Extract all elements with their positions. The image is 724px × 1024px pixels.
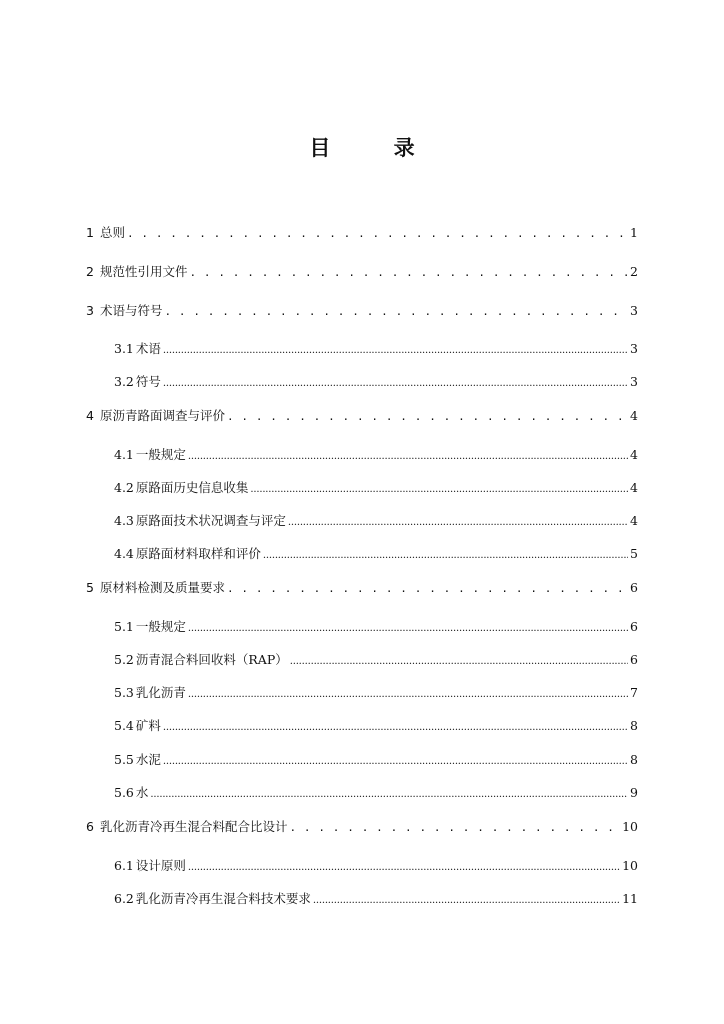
toc-title: 乳化沥青 <box>135 685 186 700</box>
toc-title: 术语 <box>135 341 161 356</box>
toc-entry-4-2[interactable] <box>114 478 638 498</box>
toc-title: 水 <box>135 785 149 800</box>
toc-entry-6-2[interactable] <box>114 889 638 909</box>
toc-number: 4.1 <box>114 447 134 462</box>
toc-number: 6.2 <box>114 891 134 906</box>
toc-number: 5.1 <box>114 619 134 634</box>
page-title: 目 录 <box>309 136 443 160</box>
toc-page-number: 8 <box>630 718 638 733</box>
dot-leader <box>163 716 628 738</box>
toc-title: 乳化沥青冷再生混合料技术要求 <box>135 891 311 906</box>
dot-leader <box>188 617 628 639</box>
toc-title: 乳化沥青冷再生混合料配合比设计 <box>99 819 288 834</box>
toc-number: 4.4 <box>114 546 134 561</box>
toc-page-number: 7 <box>630 685 638 700</box>
toc-entry-2[interactable] <box>86 262 638 282</box>
toc-number: 1 <box>86 225 94 240</box>
toc-title: 原沥青路面调查与评价 <box>99 408 225 423</box>
dot-leader <box>163 339 628 361</box>
toc-entry-5-6[interactable] <box>114 783 638 803</box>
dot-leader <box>188 445 628 467</box>
dot-leader <box>227 406 628 427</box>
toc-page-number: 4 <box>630 408 638 423</box>
toc-number: 5.3 <box>114 685 134 700</box>
toc-page-number: 11 <box>622 891 638 906</box>
toc-page-number: 8 <box>630 752 638 767</box>
toc-entry-5[interactable] <box>86 578 638 598</box>
toc-number: 6.1 <box>114 858 134 873</box>
toc-entry-6-1[interactable] <box>114 856 638 876</box>
toc-title: 设计原则 <box>135 858 186 873</box>
toc-entry-4-1[interactable] <box>114 445 638 465</box>
dot-leader <box>250 478 628 500</box>
toc-page-number: 3 <box>630 341 638 356</box>
toc-number: 4 <box>86 408 94 423</box>
toc-page-number: 6 <box>630 619 638 634</box>
toc-title: 总则 <box>99 225 125 240</box>
toc-page-number: 2 <box>630 264 638 279</box>
toc-entry-5-5[interactable] <box>114 750 638 770</box>
dot-leader <box>189 262 628 283</box>
toc-title: 沥青混合料回收料（RAP） <box>135 652 288 667</box>
toc-number: 3.1 <box>114 341 134 356</box>
dot-leader <box>313 889 620 911</box>
toc-page-number: 3 <box>630 374 638 389</box>
toc-page-number: 10 <box>622 819 638 834</box>
toc-title: 原路面历史信息收集 <box>135 480 249 495</box>
toc-page-number: 6 <box>630 652 638 667</box>
toc-number: 3.2 <box>114 374 134 389</box>
dot-leader <box>188 856 620 878</box>
dot-leader <box>163 750 628 772</box>
toc-entry-5-3[interactable] <box>114 683 638 703</box>
toc-page-number: 9 <box>630 785 638 800</box>
toc-number: 2 <box>86 264 94 279</box>
toc-entry-6[interactable] <box>86 817 638 837</box>
toc-page-number: 1 <box>630 225 638 240</box>
toc-number: 4.2 <box>114 480 134 495</box>
toc-title: 符号 <box>135 374 161 389</box>
toc-title: 水泥 <box>135 752 161 767</box>
toc-page-number: 6 <box>630 580 638 595</box>
toc-page-number: 5 <box>630 546 638 561</box>
toc-title: 原路面技术状况调查与评定 <box>135 513 286 528</box>
toc-entry-4[interactable] <box>86 406 638 426</box>
toc-title: 一般规定 <box>135 619 186 634</box>
toc-entry-3[interactable] <box>86 301 638 321</box>
dot-leader <box>263 544 628 566</box>
toc-entry-1[interactable] <box>86 223 638 243</box>
toc-page-number: 3 <box>630 303 638 318</box>
toc-title: 一般规定 <box>135 447 186 462</box>
toc-entry-5-1[interactable] <box>114 617 638 637</box>
toc-number: 4.3 <box>114 513 134 528</box>
toc-page-number: 4 <box>630 480 638 495</box>
dot-leader <box>150 783 628 805</box>
toc-title: 术语与符号 <box>99 303 163 318</box>
toc-title: 矿料 <box>135 718 161 733</box>
toc-number: 6 <box>86 819 94 834</box>
dot-leader <box>188 683 628 705</box>
dot-leader <box>127 223 628 244</box>
toc-entry-4-3[interactable] <box>114 511 638 531</box>
dot-leader <box>288 511 628 533</box>
dot-leader <box>290 650 628 672</box>
toc-title: 原材料检测及质量要求 <box>99 580 225 595</box>
dot-leader <box>289 817 620 838</box>
toc-number: 3 <box>86 303 94 318</box>
toc-page-number: 4 <box>630 513 638 528</box>
toc-title: 规范性引用文件 <box>99 264 188 279</box>
dot-leader <box>164 301 628 322</box>
toc-page-number: 10 <box>622 858 638 873</box>
toc-number: 5.5 <box>114 752 134 767</box>
toc-entry-3-2[interactable] <box>114 372 638 392</box>
toc-title: 原路面材料取样和评价 <box>135 546 261 561</box>
toc-number: 5 <box>86 580 94 595</box>
toc-number: 5.4 <box>114 718 134 733</box>
toc-entry-3-1[interactable] <box>114 339 638 359</box>
dot-leader <box>163 372 628 394</box>
toc-entry-5-2[interactable] <box>114 650 638 670</box>
toc-entry-4-4[interactable] <box>114 544 638 564</box>
toc-number: 5.2 <box>114 652 134 667</box>
toc-page-number: 4 <box>630 447 638 462</box>
toc-number: 5.6 <box>114 785 134 800</box>
dot-leader <box>227 578 628 599</box>
toc-entry-5-4[interactable] <box>114 716 638 736</box>
